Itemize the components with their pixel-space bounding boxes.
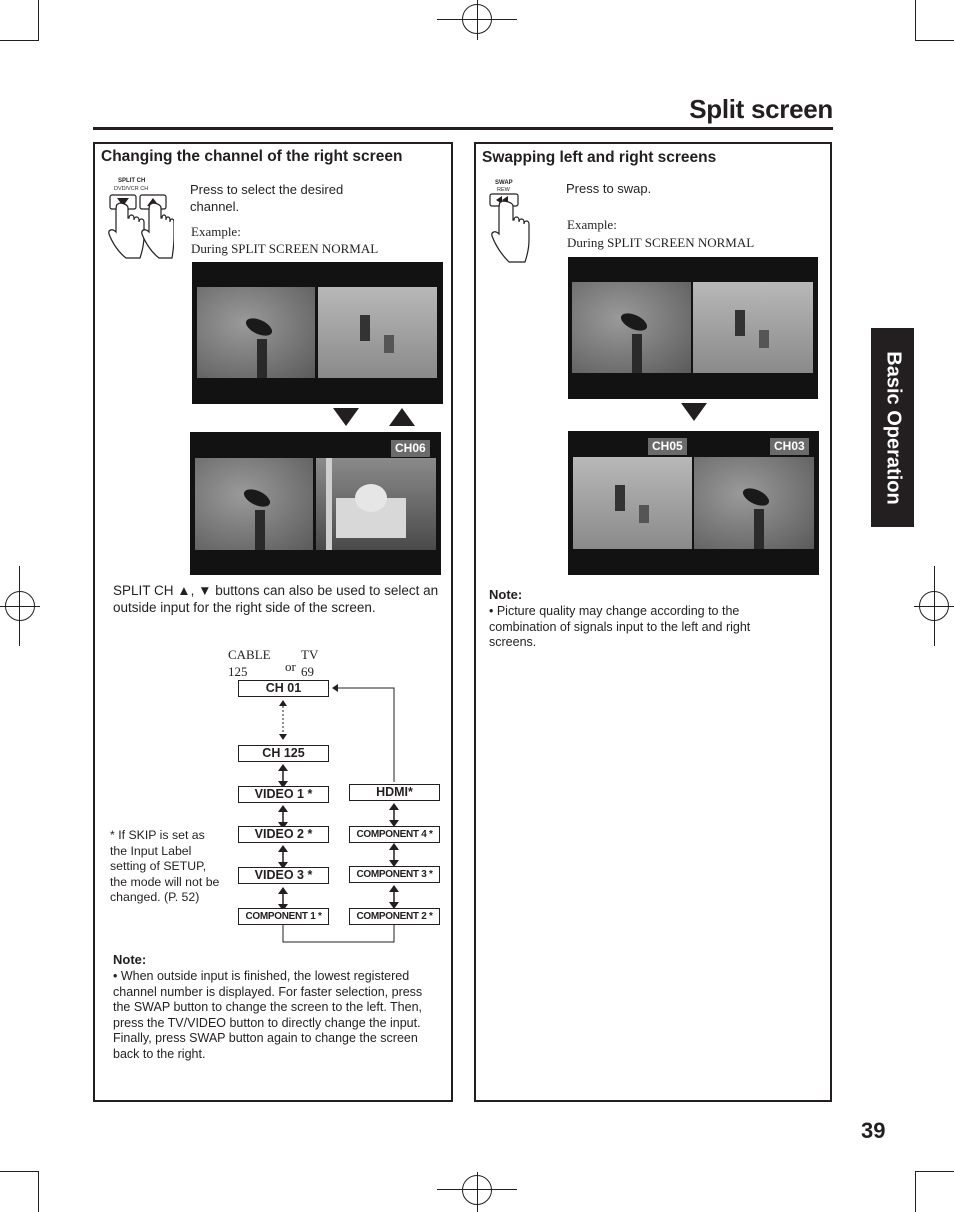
- tv-screen-after: [190, 432, 441, 575]
- beach-picture: [693, 282, 813, 373]
- tv-number: 69: [301, 664, 314, 679]
- right-example-mode: During SPLIT SCREEN NORMAL: [567, 235, 755, 250]
- flow-video1: VIDEO 1 *: [238, 786, 329, 803]
- skip-note: * If SKIP is set as the Input Label setting of SETUP, the mode will not be changed. (P. 52): [110, 828, 220, 904]
- section-tab-label: Basic Operation: [882, 350, 904, 505]
- split-ch-note: SPLIT CH ▲, ▼ buttons can also be used to select an outside input for the right side of the screen.: [113, 583, 439, 615]
- bird-picture: [195, 458, 313, 550]
- flow-component4: COMPONENT 4 *: [349, 826, 440, 843]
- right-note-heading: Note:: [489, 587, 523, 602]
- flow-video2: VIDEO 2 *: [238, 826, 329, 843]
- left-note-text: • When outside input is finished, the lowest registered channel number is displayed. For faster selection, press the SWAP button to change the screen to the left. Then, press the TV/VIDEO button to directly change the input. Finally, press SWAP button again to change the screen back to the right.: [113, 969, 423, 1061]
- tv-label: TV: [301, 647, 319, 662]
- taj-mahal-picture: [316, 458, 436, 550]
- tv-screen-after-swap: [568, 431, 819, 575]
- bird-picture: [694, 457, 814, 549]
- left-example-mode: During SPLIT SCREEN NORMAL: [191, 241, 379, 256]
- cable-number: 125: [228, 664, 248, 679]
- tv-screen-before-swap: [568, 257, 818, 399]
- flow-ch125: CH 125: [238, 745, 329, 762]
- flow-component2: COMPONENT 2 *: [349, 908, 440, 925]
- remote-hand-icon: SPLIT CH DVD/VCR CH: [106, 178, 174, 262]
- flow-component3: COMPONENT 3 *: [349, 866, 440, 883]
- right-example-label: Example:: [567, 217, 617, 232]
- section-tab: [871, 328, 914, 527]
- title-rule: [93, 127, 833, 130]
- flow-ch01: CH 01: [238, 680, 329, 697]
- down-arrow-icon: [333, 408, 359, 426]
- flow-hdmi: HDMI*: [349, 784, 440, 801]
- tv-screen-before: [192, 262, 443, 404]
- right-note-text: • Picture quality may change according to the combination of signals input to the left and right screens.: [489, 604, 751, 649]
- right-instruction: Press to swap.: [566, 181, 652, 196]
- page-title: Split screen: [689, 94, 833, 124]
- bird-picture: [197, 287, 315, 378]
- beach-picture: [573, 457, 692, 549]
- left-example-label: Example:: [191, 224, 241, 239]
- left-note-heading: Note:: [113, 952, 147, 967]
- right-heading: Swapping left and right screens: [482, 149, 717, 166]
- page-number: 39: [861, 1118, 886, 1143]
- beach-picture: [318, 287, 437, 378]
- flow-component1: COMPONENT 1 *: [238, 908, 329, 925]
- swap-hand-icon: SWAP REW: [487, 178, 532, 268]
- up-arrow-icon: [389, 408, 415, 426]
- cable-label: CABLE: [228, 647, 271, 662]
- channel-badge: CH06: [391, 440, 430, 457]
- flow-video3: VIDEO 3 *: [238, 867, 329, 884]
- left-instruction: Press to select the desired channel.: [190, 182, 344, 214]
- bird-picture: [572, 282, 691, 373]
- channel-badge-left: CH05: [648, 438, 687, 455]
- down-arrow-icon: [681, 403, 707, 421]
- channel-badge-right: CH03: [770, 438, 809, 455]
- left-heading: Changing the channel of the right screen: [101, 148, 403, 165]
- flow-connectors: [230, 676, 450, 946]
- or-label: or: [285, 659, 296, 674]
